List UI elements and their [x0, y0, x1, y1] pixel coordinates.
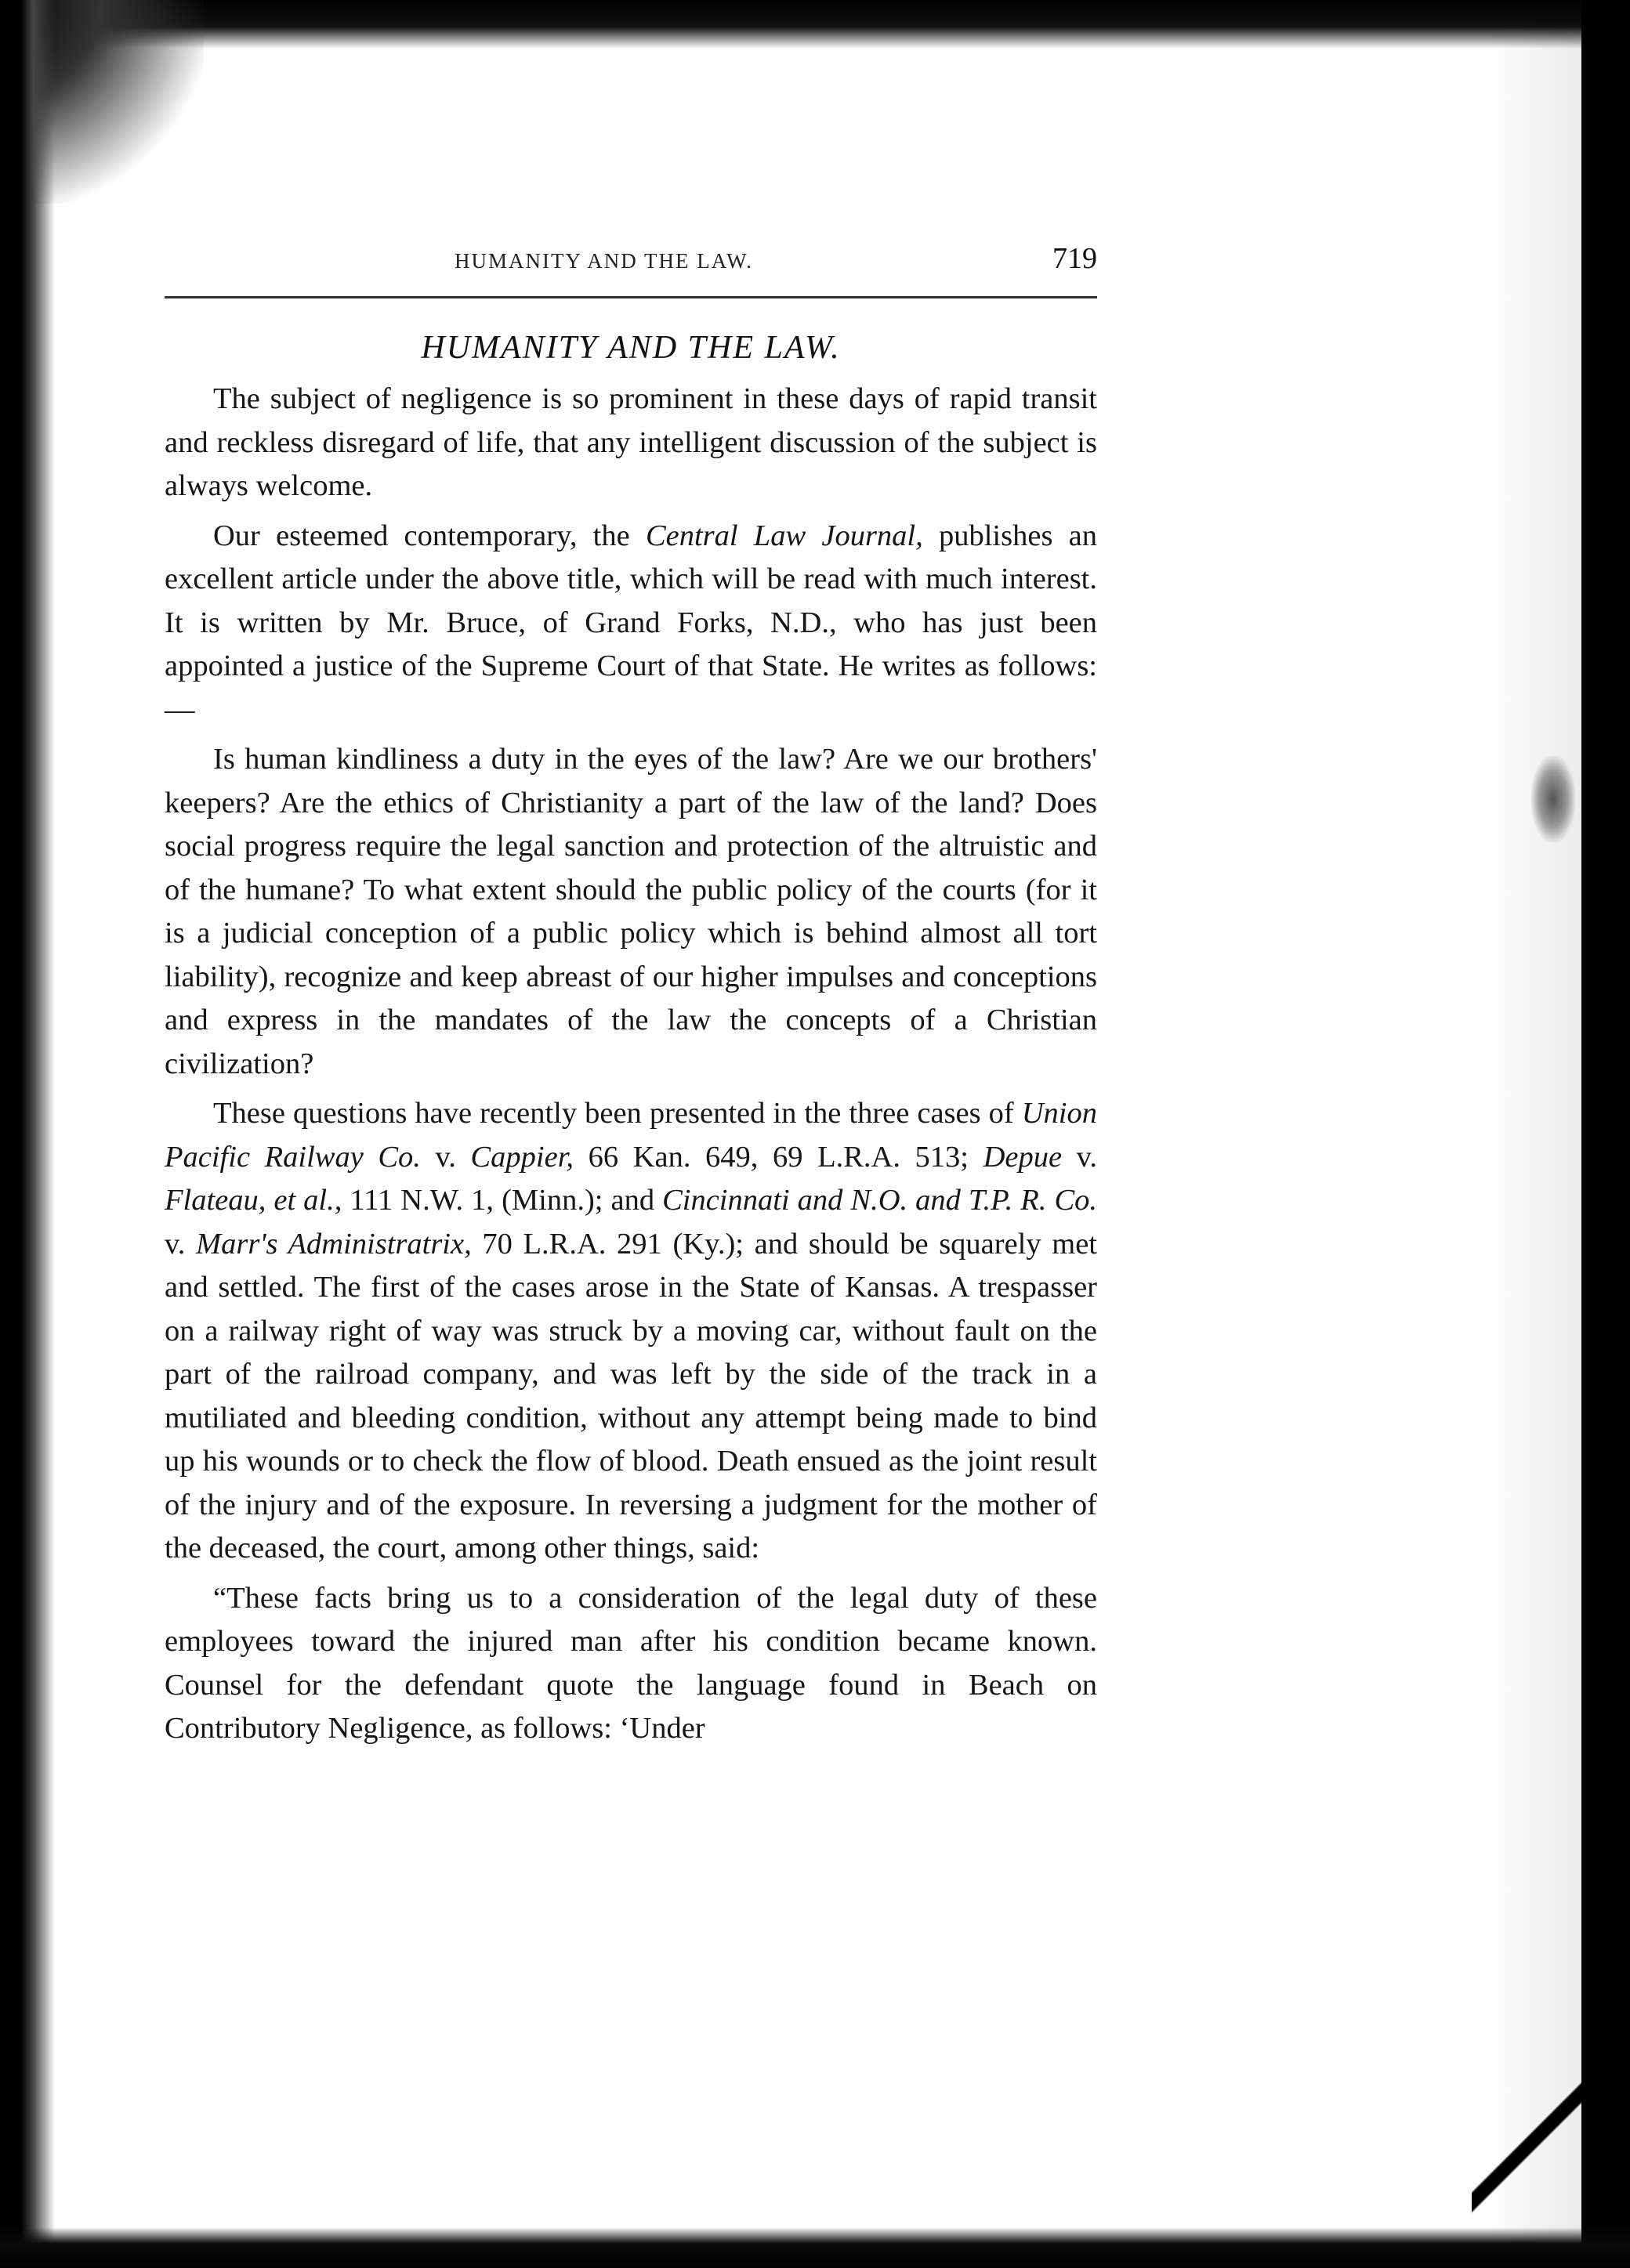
scan-border-top	[0, 0, 1630, 49]
scan-corner-bottom-right	[1472, 2064, 1581, 2237]
paragraph-4	[165, 1092, 1097, 1571]
paragraph-1: The subject of negligence is so prominent in these days of rapid transit and reckless disregard of life, that any intelligent discussion of the subject is always welcome.	[165, 382, 1097, 502]
paragraph-5: “These facts bring us to a consideration of the legal duty of these employees toward the injured man after his condition became known. Counsel for the defendant quote the language found in Beach on Contributory Negligence, as follows: ‘Under	[165, 1581, 1097, 1745]
text-run: These questions have recently been presented in the three cases of	[213, 1097, 1022, 1130]
scan-shadow-right	[1487, 0, 1581, 2268]
page-number: 719	[1052, 242, 1097, 275]
text-run: 70 L.R.A. 291 (Ky.); and should be squarely met and settled. The first of the cases arose in the State of Kansas. A trespasser on a railway right of way was struck by a moving car, without fault on the part of the railroad company, and was left by the side of the track in a mutiliated and bleeding condition, without any attempt being made to bind up his wounds or to check the flow of blood. Death ensued as the joint result of the injury and of the exposure. In reversing a judgment for the mother of the deceased, the court, among other things, said:	[165, 1227, 1098, 1564]
text-run: 111 N.W. 1, (Minn.); and	[342, 1184, 663, 1217]
case-party: Union Pacific Railway Co.	[165, 1097, 1097, 1174]
case-party: Flateau, et al.,	[165, 1184, 342, 1217]
article-title: HUMANITY AND THE LAW.	[421, 330, 841, 366]
scan-blot	[1531, 756, 1575, 842]
text-run: 66 Kan. 649, 69 L.R.A. 513;	[574, 1140, 983, 1174]
case-party: Marr's Administratrix,	[196, 1227, 472, 1261]
text-run: v.	[420, 1140, 471, 1174]
case-party: Cappier,	[470, 1140, 574, 1174]
text-run: v.	[165, 1227, 197, 1261]
scan-border-left	[0, 0, 55, 2268]
header-rule	[165, 296, 1097, 298]
running-head-title: HUMANITY AND THE LAW.	[455, 249, 753, 273]
running-head	[165, 235, 1097, 290]
text-run: publishes an excellent article under the above title, which will be read with much interest. It is written by Mr. Bruce, of Grand Forks, N.D., who has just been appointed a justice of the Supreme Court of that State. He writes as follows:—	[165, 519, 1097, 726]
book-page	[165, 235, 1097, 1757]
case-party: Depue	[983, 1140, 1063, 1174]
scan-border-bottom	[0, 2227, 1630, 2268]
journal-name: Central Law Journal,	[645, 519, 923, 552]
text-run: v.	[1062, 1140, 1098, 1174]
case-party: Cincinnati and N.O. and T.P. R. Co.	[662, 1184, 1098, 1217]
scan-border-right	[1581, 0, 1630, 2268]
paragraph-2	[165, 515, 1097, 732]
paragraph-3: Is human kindliness a duty in the eyes of the law? Are we our brothers' keepers? Are the ethics of Christianity a part of the law of the land? Does social progress require the legal sanction and protection of the altruistic and of the humane? To what extent should the public policy of the courts (for it is a judicial conception of a public policy which is behind almost all tort liability), recognize and keep abreast of our higher impulses and conceptions and express in the mandates of the law the concepts of a Christian civilization?	[165, 743, 1097, 1080]
text-run: Our esteemed contemporary, the	[213, 519, 646, 552]
